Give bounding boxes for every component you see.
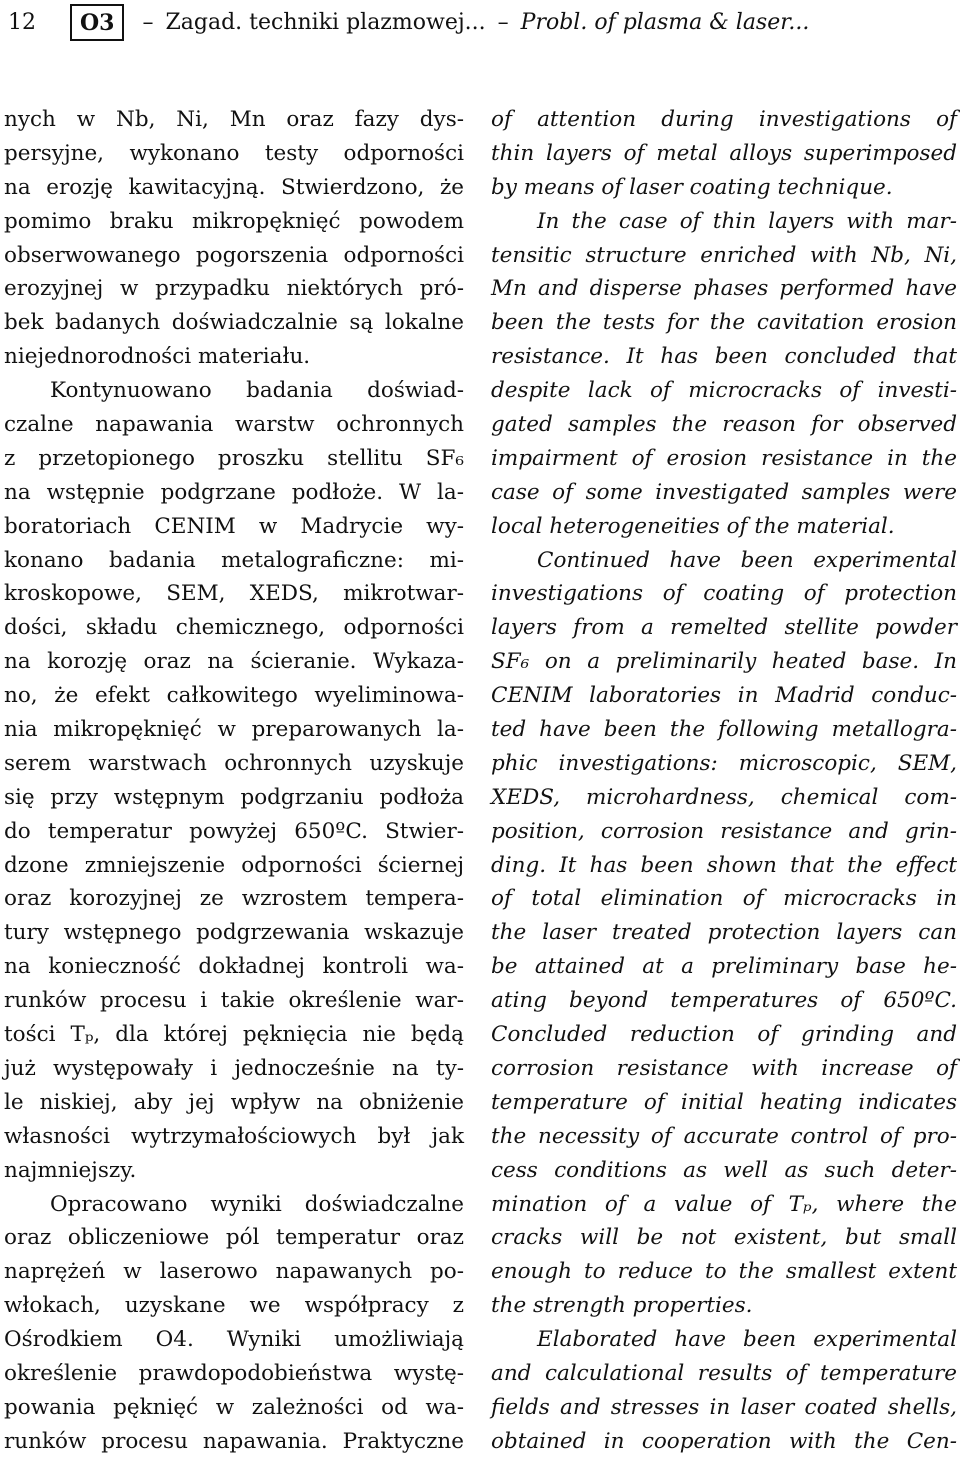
text-line: do temperatur powyżej 650ºC. Stwier- <box>4 818 464 844</box>
text-line: of attention during investigations of <box>491 107 957 132</box>
text-line: the necessity of accurate control of pro- <box>491 1123 957 1149</box>
text-line: już występowały i jednocześnie na ty- <box>4 1055 464 1081</box>
text-line: erozyjnej w przypadku niektórych pró- <box>4 276 464 302</box>
text-line: konano badania metalograficzne: mi- <box>4 547 464 573</box>
text-line: fields and stresses in laser coated shells, <box>491 1394 957 1420</box>
text-line: been the tests for the cavitation erosion <box>491 310 957 336</box>
text-line: ating beyond temperatures of 650ºC. <box>491 988 957 1014</box>
page-header <box>8 2 952 42</box>
text-line: z przetopionego proszku stellitu SF₆ <box>4 445 464 471</box>
text-line: no, że efekt całkowitego wyeliminowa- <box>4 683 464 709</box>
text-line: investigations of coating of protection <box>491 581 957 607</box>
text-line: na wstępnie podgrzane podłoże. W la- <box>4 479 464 505</box>
text-line: persyjne, wykonano testy odporności <box>4 140 464 166</box>
text-line: niejednorodności materiału. <box>4 344 311 370</box>
text-line: Kontynuowano badania doświad- <box>50 378 464 404</box>
text-line: impairment of erosion resistance in the <box>491 445 957 471</box>
text-line: określenie prawdopodobieństwa wystę- <box>4 1360 464 1386</box>
text-line: be attained at a preliminary base he- <box>491 954 957 980</box>
text-line: tości Tₚ, dla której pęknięcia nie będą <box>4 1022 464 1048</box>
text-line: SF₆ on a preliminarily heated base. In <box>491 649 957 675</box>
text-line: kroskopowe, SEM, XEDS, mikrotwar- <box>4 581 464 607</box>
header-title-english: Probl. of plasma & laser... <box>520 9 810 35</box>
english-text-column <box>491 103 957 1459</box>
text-line: cracks will be not existent, but small <box>491 1225 957 1251</box>
text-line: runków procesu napawania. Praktyczne <box>4 1428 464 1454</box>
text-line: and calculational results of temperature <box>491 1360 957 1386</box>
page-number: 12 <box>8 9 36 35</box>
section-code-box: O3 <box>70 4 124 41</box>
text-line: cess conditions as well as such deter- <box>491 1157 957 1183</box>
header-title-polish: Zagad. techniki plazmowej... <box>165 9 486 35</box>
text-line: of total elimination of microcracks in <box>491 886 957 912</box>
text-line: Concluded reduction of grinding and <box>491 1022 957 1048</box>
text-line: boratoriach CENIM w Madrycie wy- <box>4 513 464 539</box>
text-line: bek badanych doświadczalnie są lokalne <box>4 310 464 336</box>
text-line: czalne napawania warstw ochronnych <box>4 412 464 438</box>
text-line: local heterogeneities of the material. <box>491 513 895 539</box>
text-line: In the case of thin layers with mar- <box>537 208 957 234</box>
text-line: despite lack of microcracks of investi- <box>491 378 957 404</box>
text-line: gated samples the reason for observed <box>491 412 957 438</box>
text-line: case of some investigated samples were <box>491 479 957 505</box>
text-line: Opracowano wyniki doświadczalne <box>50 1191 464 1217</box>
text-line: oraz korozyjnej ze wzrostem tempera- <box>4 886 464 912</box>
text-line: Continued have been experimental <box>537 547 957 573</box>
text-line: obtained in cooperation with the Cen- <box>491 1428 957 1454</box>
text-line: phic investigations: microscopic, SEM, <box>491 750 957 776</box>
text-line: by means of laser coating technique. <box>491 174 893 200</box>
text-line: tury wstępnego podgrzewania wskazuje <box>4 920 464 946</box>
text-line: na korozję oraz na ścieranie. Wykaza- <box>4 649 464 675</box>
text-line: na konieczność dokładnej kontroli wa- <box>4 954 464 980</box>
text-line: serem warstwach ochronnych uzyskuje <box>4 750 464 776</box>
text-line: the strength properties. <box>491 1293 753 1319</box>
text-line: dzone zmniejszenie odporności ściernej <box>4 852 464 878</box>
text-line: mination of a value of Tₚ, where the <box>491 1191 957 1217</box>
text-line: naprężeń w laserowo napawanych po- <box>4 1259 464 1285</box>
text-line: ding. It has been shown that the effect <box>491 852 957 878</box>
text-line: najmniejszy. <box>4 1157 137 1183</box>
text-line: tensitic structure enriched with Nb, Ni, <box>491 242 957 268</box>
text-line: Ośrodkiem O4. Wyniki umożliwiają <box>4 1327 464 1353</box>
text-line: na erozję kawitacyjną. Stwierdzono, że <box>4 174 464 200</box>
text-line: layers from a remelted stellite powder <box>491 615 957 641</box>
text-line: nia mikropęknięć w preparowanych la- <box>4 717 464 743</box>
header-dash-2: – <box>497 9 509 35</box>
text-line: le niskiej, aby jej wpływ na obniżenie <box>4 1089 464 1115</box>
text-line: obserwowanego pogorszenia odporności <box>4 242 464 268</box>
text-line: powania pęknięć w zależności od wa- <box>4 1394 464 1420</box>
text-line: resistance. It has been concluded that <box>491 344 957 370</box>
text-line: XEDS, microhardness, chemical com- <box>491 784 957 810</box>
text-line: Elaborated have been experimental <box>537 1327 957 1353</box>
text-line: position, corrosion resistance and grin- <box>491 818 957 844</box>
text-line: własności wytrzymałościowych był jak <box>4 1123 464 1149</box>
text-line: temperature of initial heating indicates <box>491 1089 957 1115</box>
text-line: corrosion resistance with increase of <box>491 1055 957 1081</box>
text-line: runków procesu i takie określenie war- <box>4 988 464 1014</box>
text-line: the laser treated protection layers can <box>491 920 957 946</box>
text-line: Mn and disperse phases performed have <box>491 276 957 302</box>
text-line: pomimo braku mikropęknięć powodem <box>4 208 464 234</box>
header-dash-1: – <box>142 9 154 35</box>
polish-text-column <box>4 103 464 1459</box>
text-line: ted have been the following metallogra- <box>491 717 957 743</box>
text-line: oraz obliczeniowe pól temperatur oraz <box>4 1225 464 1251</box>
text-line: włokach, uzyskane we współpracy z <box>4 1293 464 1319</box>
text-line: się przy wstępnym podgrzaniu podłoża <box>4 784 464 810</box>
text-line: enough to reduce to the smallest extent <box>491 1259 957 1285</box>
text-line: dości, składu chemicznego, odporności <box>4 615 464 641</box>
text-line: nych w Nb, Ni, Mn oraz fazy dys- <box>4 107 464 132</box>
text-line: CENIM laboratories in Madrid conduc- <box>491 683 957 709</box>
text-line: thin layers of metal alloys superimposed <box>491 140 957 166</box>
